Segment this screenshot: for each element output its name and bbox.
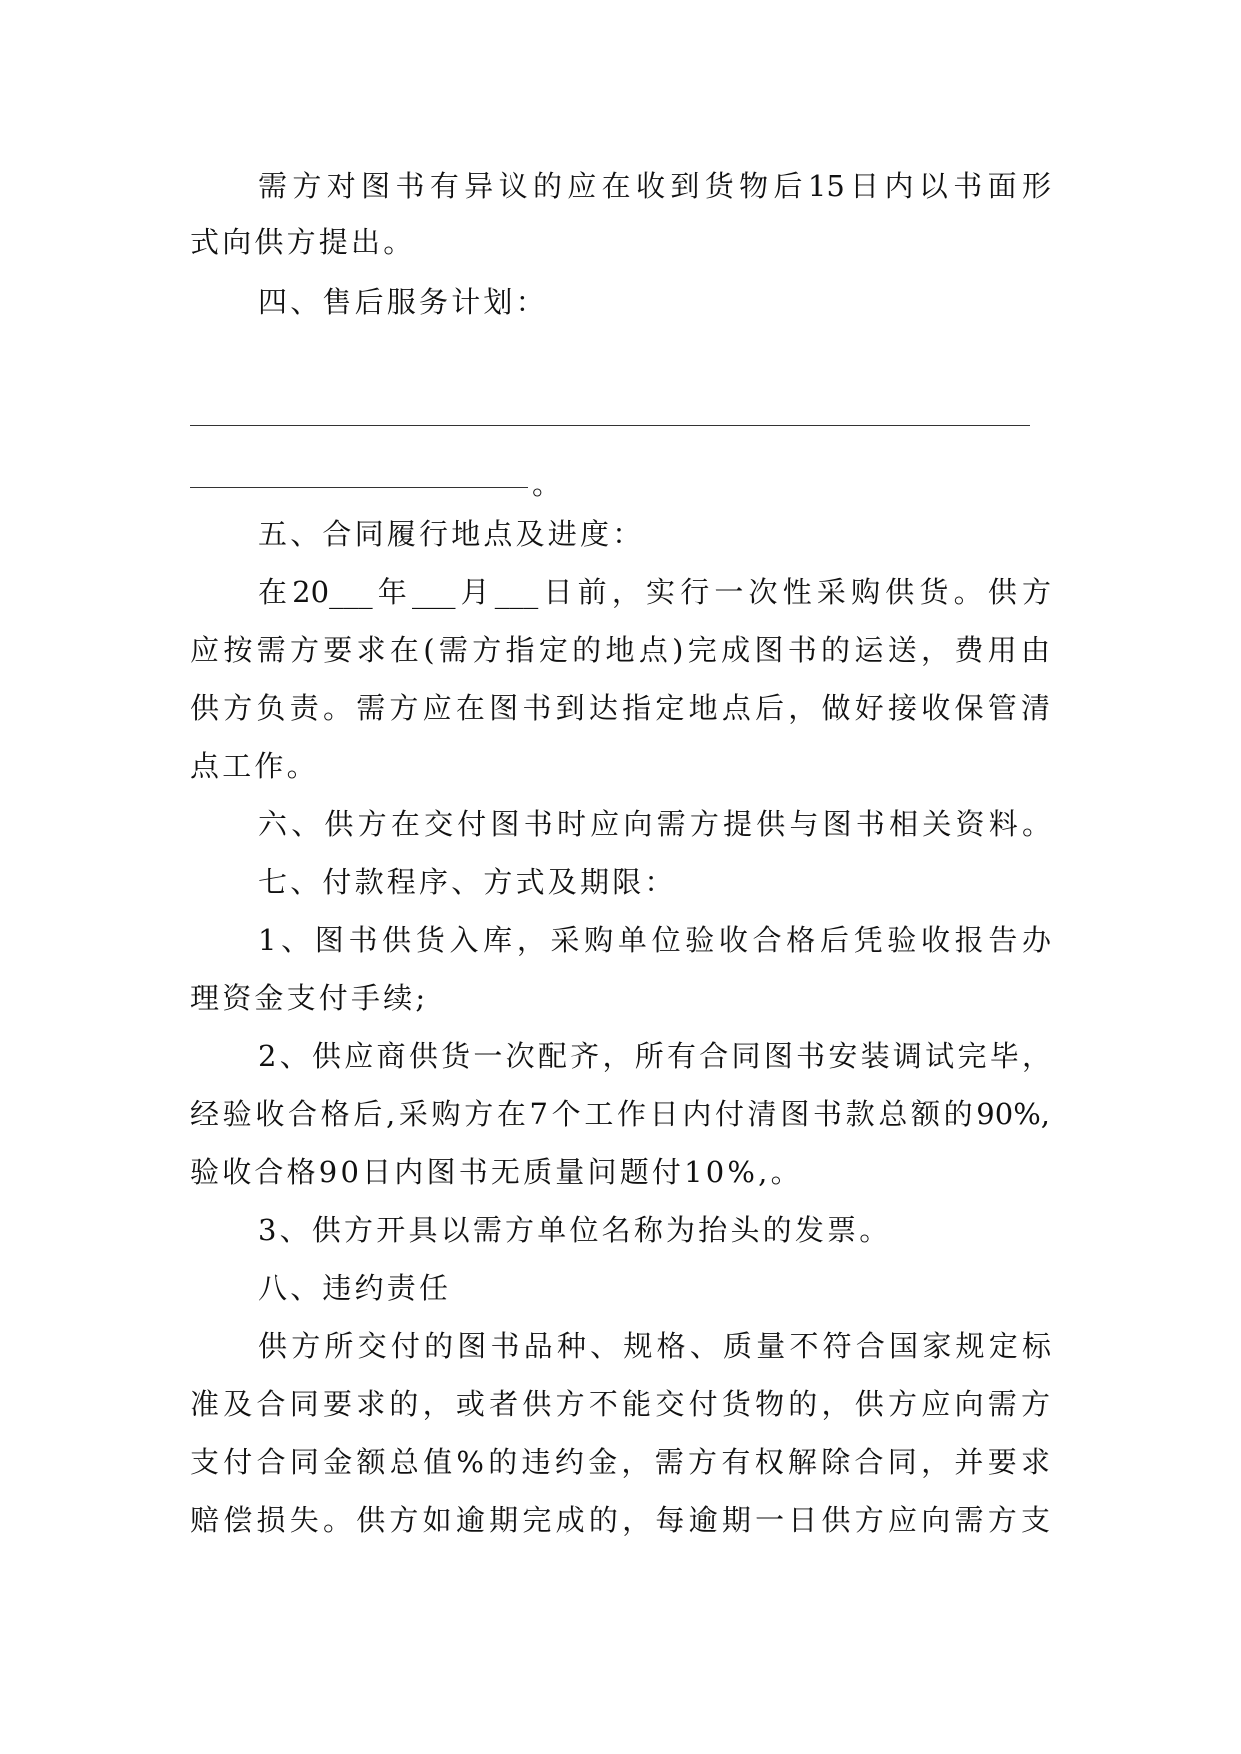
section-heading-6: 六、供方在交付图书时应向需方提供与图书相关资料。	[258, 807, 1051, 841]
paragraph-line: 经验收合格后,采购方在7个工作日内付清图书款总额的90%,	[190, 1097, 1050, 1131]
paragraph-line: 需方对图书有异议的应在收到货物后15日内以书面形	[258, 169, 1051, 203]
paragraph-line: 1、图书供货入库，采购单位验收合格后凭验收报告办	[258, 923, 1051, 957]
paragraph-line: 2、供应商供货一次配齐，所有合同图书安装调试完毕，	[258, 1039, 1051, 1073]
paragraph-line: 3、供方开具以需方单位名称为抬头的发票。	[258, 1213, 892, 1247]
paragraph-line: 支付合同金额总值%的违约金，需方有权解除合同，并要求	[190, 1445, 1050, 1479]
paragraph-line: 验收合格90日内图书无质量问题付10%,。	[190, 1155, 803, 1189]
blank-fill-line	[190, 487, 528, 488]
paragraph-line: 准及合同要求的，或者供方不能交付货物的，供方应向需方	[190, 1387, 1050, 1421]
section-heading-8: 八、违约责任	[258, 1271, 452, 1305]
paragraph-line: 点工作。	[190, 749, 319, 783]
section-heading-5: 五、合同履行地点及进度：	[258, 517, 645, 551]
section-heading-7: 七、付款程序、方式及期限：	[258, 865, 677, 899]
paragraph-line: 供方负责。需方应在图书到达指定地点后，做好接收保管清	[190, 691, 1050, 725]
paragraph-line: 供方所交付的图书品种、规格、质量不符合国家规定标	[258, 1329, 1051, 1363]
section-heading-4: 四、售后服务计划：	[258, 285, 548, 319]
paragraph-line: 式向供方提出。	[190, 225, 416, 259]
paragraph-line: 在20___年___月___日前，实行一次性采购供货。供方	[258, 575, 1051, 609]
blank-fill-end-mark: 。	[532, 467, 562, 501]
paragraph-line: 理资金支付手续;	[190, 981, 429, 1015]
paragraph-line: 赔偿损失。供方如逾期完成的，每逾期一日供方应向需方支	[190, 1503, 1050, 1537]
paragraph-line: 应按需方要求在(需方指定的地点)完成图书的运送，费用由	[190, 633, 1050, 667]
blank-fill-line	[190, 425, 1030, 426]
